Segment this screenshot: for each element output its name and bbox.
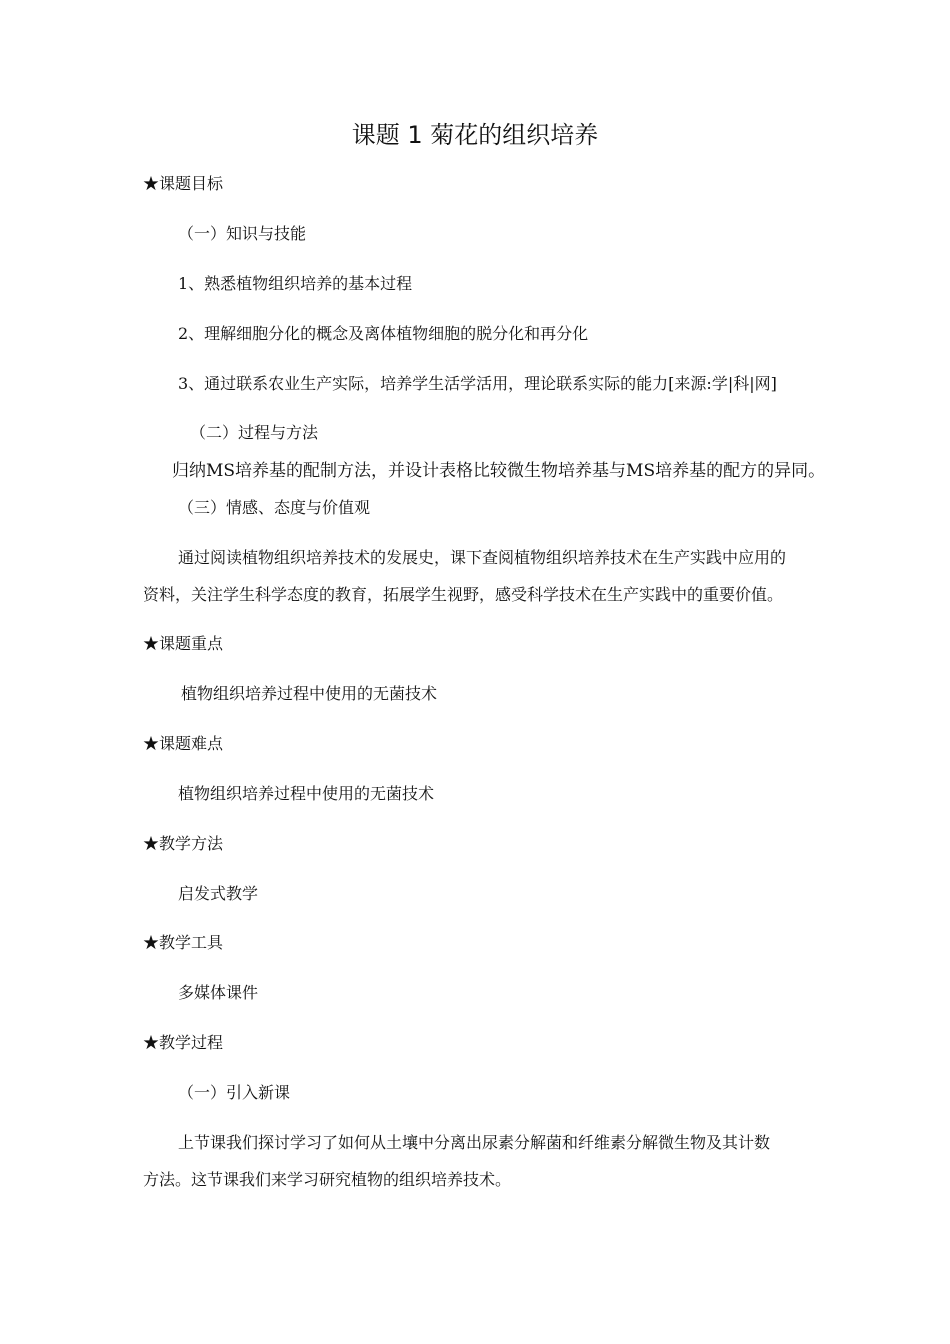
- attitude-text-line-2: 资料，关注学生科学态度的教育，拓展学生视野，感受科学技术在生产实践中的重要价值。: [143, 585, 784, 604]
- attitude-text-line-1: 通过阅读植物组织培养技术的发展史，课下查阅植物组织培养技术在生产实践中应用的: [178, 548, 787, 567]
- method-text: 启发式教学: [178, 884, 259, 903]
- key-point-heading: ★课题重点: [143, 634, 224, 653]
- intro-text-line-2: 方法。这节课我们来学习研究植物的组织培养技术。: [143, 1170, 512, 1189]
- procedure-heading: ★教学过程: [143, 1033, 224, 1052]
- method-heading: ★教学方法: [143, 834, 224, 853]
- objective-item-2: 2、理解细胞分化的概念及离体植物细胞的脱分化和再分化: [178, 324, 589, 343]
- intro-heading: （一）引入新课: [178, 1083, 291, 1102]
- difficulty-text: 植物组织培养过程中使用的无菌技术: [178, 784, 435, 803]
- intro-text-line-1: 上节课我们探讨学习了如何从土壤中分离出尿素分解菌和纤维素分解微生物及其计数: [178, 1133, 771, 1152]
- objectives-heading: ★课题目标: [143, 174, 224, 193]
- process-method-heading: （二）过程与方法: [190, 423, 319, 442]
- objective-item-3: 3、通过联系农业生产实际，培养学生活学活用，理论联系实际的能力[来源:学|科|网]: [178, 374, 777, 393]
- attitude-heading: （三）情感、态度与价值观: [178, 498, 371, 517]
- tools-heading: ★教学工具: [143, 933, 224, 952]
- page-title: 课题 1 菊花的组织培养: [351, 121, 599, 149]
- key-point-text: 植物组织培养过程中使用的无菌技术: [181, 684, 438, 703]
- process-method-text: 归纳MS培养基的配制方法，并设计表格比较微生物培养基与MS培养基的配方的异同。: [172, 461, 826, 481]
- tools-text: 多媒体课件: [178, 983, 259, 1002]
- difficulty-heading: ★课题难点: [143, 734, 224, 753]
- objective-item-1: 1、熟悉植物组织培养的基本过程: [178, 274, 413, 293]
- knowledge-skills-heading: （一）知识与技能: [178, 224, 307, 243]
